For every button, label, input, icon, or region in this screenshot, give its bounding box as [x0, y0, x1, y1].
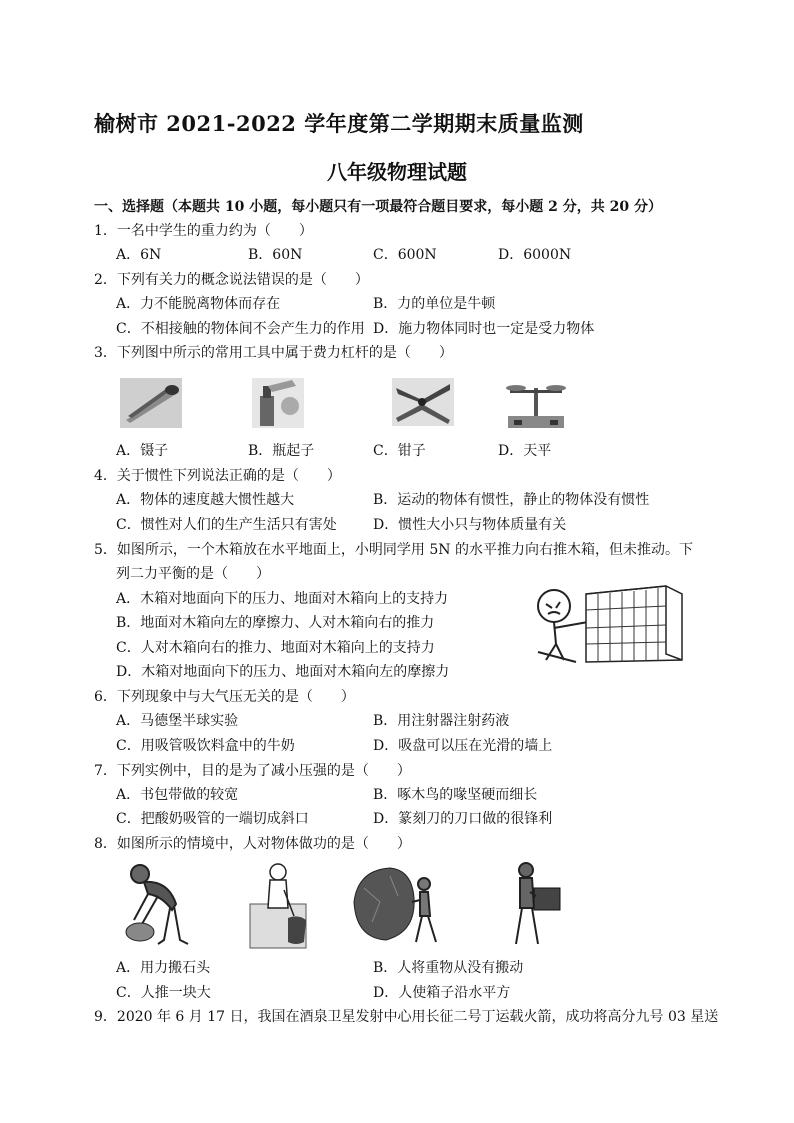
question-4-option-d: D．惯性大小只与物体质量有关 — [373, 517, 567, 533]
question-5-option-c: C．人对木箱向右的推力、地面对木箱向上的支持力 — [116, 640, 435, 656]
question-5-stem-continued: 列二力平衡的是（ ） — [116, 566, 270, 582]
lifting-stone-image — [118, 860, 202, 950]
person-pushing-crate-image — [526, 582, 686, 666]
exam-title: 榆树市 2021-2022 学年度第二学期期末质量监测 — [94, 111, 584, 136]
question-4-stem: 4．关于惯性下列说法正确的是（ ） — [94, 468, 341, 484]
section-heading: 一、选择题（本题共 10 小题，每小题只有一项最符合题目要求，每小题 2 分，共 20 分） — [94, 199, 662, 215]
lifting-weight-image — [248, 860, 314, 950]
question-6-option-b: B．用注射器注射药液 — [373, 713, 510, 729]
question-9-stem: 9．2020 年 6 月 17 日，我国在酒泉卫星发射中心用长征二号丁运载火箭，成功将高分九号 03 星送 — [94, 1009, 719, 1025]
question-4-option-b: B．运动的物体有惯性，静止的物体没有惯性 — [373, 492, 650, 508]
question-7-option-b: B．啄木鸟的喙坚硬而细长 — [373, 787, 538, 803]
question-5-option-a: A．木箱对地面向下的压力、地面对木箱向上的支持力 — [116, 591, 449, 607]
question-2-option-c: C．不相接触的物体间不会产生力的作用 — [116, 321, 365, 337]
question-7-option-d: D．篆刻刀的刀口做的很锋利 — [373, 811, 553, 827]
question-2-stem: 2．下列有关力的概念说法错误的是（ ） — [94, 272, 369, 288]
question-3-option-b: B．瓶起子 — [248, 443, 315, 459]
question-1-stem: 1．一名中学生的重力约为（ ） — [94, 223, 313, 239]
question-2-option-a: A．力不能脱离物体而存在 — [116, 296, 281, 312]
question-2-option-b: B．力的单位是牛顿 — [373, 296, 496, 312]
question-5-option-d: D．木箱对地面向下的压力、地面对木箱向左的摩擦力 — [116, 664, 450, 680]
question-1-option-a: A．6N — [116, 247, 162, 263]
balance-image — [504, 378, 568, 432]
question-5-stem: 5．如图所示，一个木箱放在水平地面上，小明同学用 5N 的水平推力向右推木箱，但未推动。下 — [94, 542, 693, 558]
question-3-stem: 3．下列图中所示的常用工具中属于费力杠杆的是（ ） — [94, 345, 453, 361]
question-8-option-d: D．人使箱子沿水平方 — [373, 985, 511, 1001]
question-7-stem: 7．下列实例中，目的是为了减小压强的是（ ） — [94, 763, 411, 779]
carrying-box-image — [508, 858, 568, 950]
question-7-option-a: A．书包带做的较宽 — [116, 787, 239, 803]
question-3-option-c: C．钳子 — [373, 443, 426, 459]
question-6-stem: 6．下列现象中与大气压无关的是（ ） — [94, 689, 355, 705]
question-2-option-d: D．施力物体同时也一定是受力物体 — [373, 321, 595, 337]
pliers-image — [392, 378, 454, 426]
question-8-option-c: C．人推一块大 — [116, 985, 211, 1001]
question-3-option-d: D．天平 — [498, 443, 552, 459]
bottle-opener-image — [252, 378, 304, 428]
question-7-option-c: C．把酸奶吸管的一端切成斜口 — [116, 811, 309, 827]
question-1-option-b: B．60N — [248, 247, 303, 263]
question-1-option-c: C．600N — [373, 247, 437, 263]
question-5-option-b: B．地面对木箱向左的摩擦力、人对木箱向右的推力 — [116, 615, 435, 631]
question-6-option-a: A．马德堡半球实验 — [116, 713, 239, 729]
question-1-option-d: D．6000N — [498, 247, 572, 263]
question-8-option-b: B．人将重物从没有搬动 — [373, 960, 524, 976]
question-4-option-c: C．惯性对人们的生产生活只有害处 — [116, 517, 337, 533]
tweezers-image — [120, 378, 182, 428]
question-4-option-a: A．物体的速度越大惯性越大 — [116, 492, 295, 508]
question-8-option-a: A．用力搬石头 — [116, 960, 211, 976]
question-6-option-c: C．用吸管吸饮料盒中的牛奶 — [116, 738, 295, 754]
exam-subtitle: 八年级物理试题 — [327, 160, 467, 184]
question-6-option-d: D．吸盘可以压在光滑的墙上 — [373, 738, 553, 754]
question-8-stem: 8．如图所示的情境中，人对物体做功的是（ ） — [94, 836, 411, 852]
question-3-option-a: A．镊子 — [116, 443, 169, 459]
pushing-rock-image — [350, 862, 446, 948]
